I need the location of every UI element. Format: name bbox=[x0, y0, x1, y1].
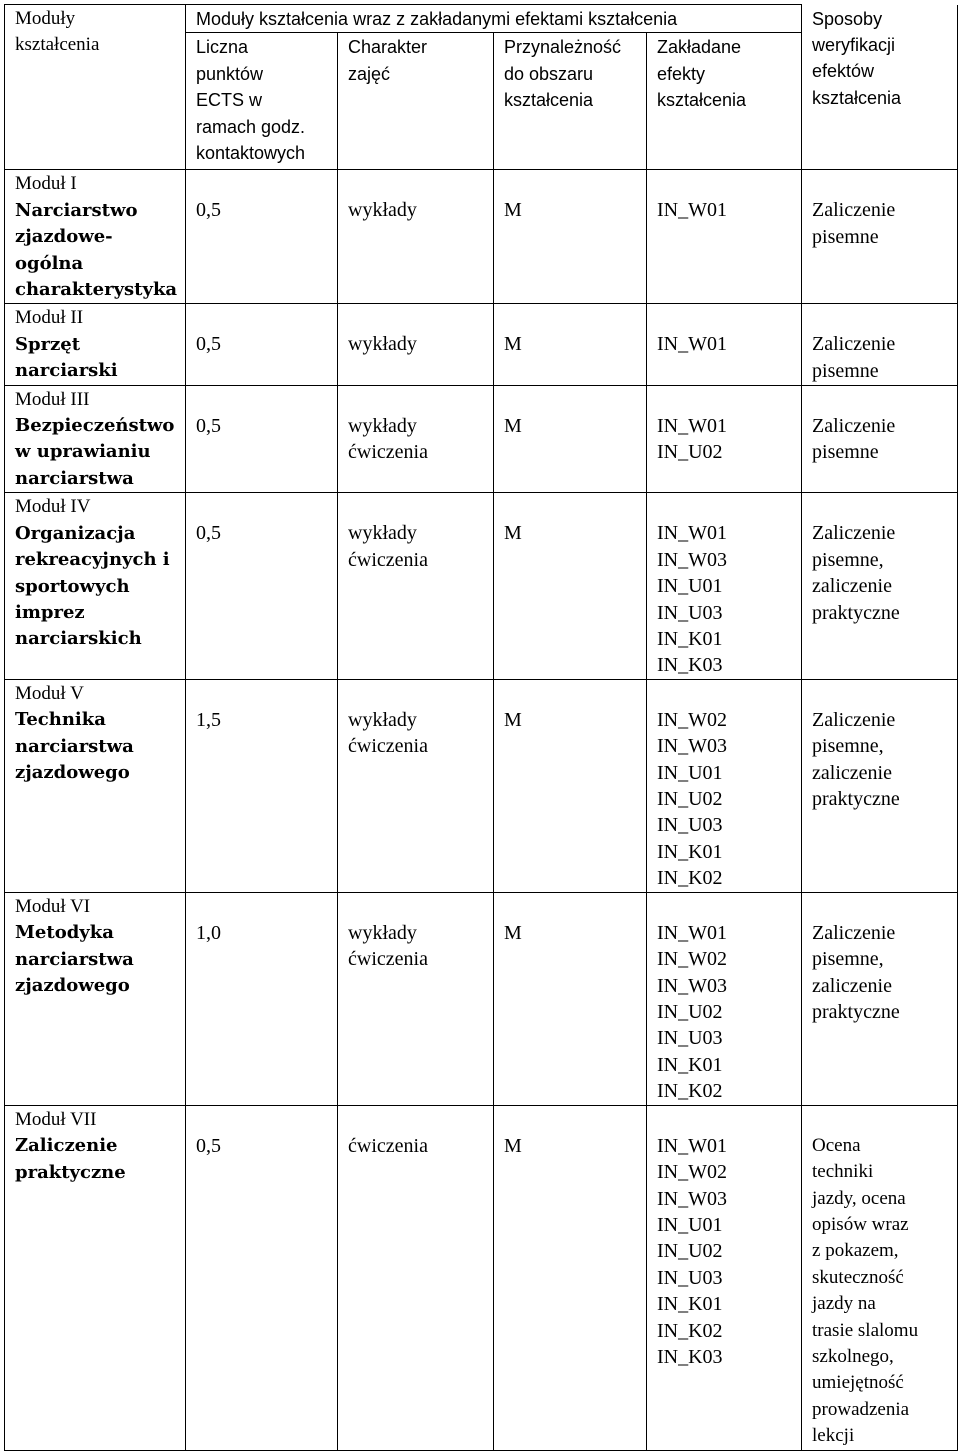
verification-line: praktyczne bbox=[812, 787, 900, 810]
verification-line: zaliczenie bbox=[812, 575, 892, 598]
verification-cell bbox=[802, 679, 958, 892]
effect-code: IN_U02 bbox=[657, 1000, 723, 1023]
module-name: Moduł V bbox=[15, 682, 84, 704]
area-cell bbox=[494, 385, 647, 493]
ects-cell bbox=[186, 304, 338, 385]
verification-line: praktyczne bbox=[812, 1000, 900, 1023]
header-area-line: do obszaru bbox=[504, 63, 594, 84]
type-value: ćwiczenia bbox=[348, 735, 428, 758]
area-value: M bbox=[504, 708, 522, 731]
area-cell bbox=[494, 304, 647, 385]
header-verification-line: efektów bbox=[812, 61, 875, 82]
module-title: Metodyka bbox=[15, 922, 114, 944]
type-cell bbox=[338, 170, 494, 304]
module-name: Moduł VII bbox=[15, 1108, 97, 1130]
module-cell bbox=[5, 170, 186, 304]
header-ects-line: ramach godz. bbox=[196, 116, 306, 137]
ects-value: 0,5 bbox=[196, 1134, 221, 1157]
area-cell bbox=[494, 892, 647, 1105]
effects-cell bbox=[647, 892, 802, 1105]
module-title: narciarskich bbox=[15, 628, 142, 650]
header-verification-line: Sposoby bbox=[812, 8, 883, 29]
header-effects-line: efekty bbox=[657, 63, 706, 84]
table-row bbox=[5, 892, 958, 1105]
header-top-title bbox=[186, 5, 802, 33]
verification-line: zaliczenie bbox=[812, 761, 892, 784]
type-cell bbox=[338, 304, 494, 385]
module-title: imprez bbox=[15, 601, 85, 623]
module-title: charakterystyka bbox=[15, 279, 178, 301]
ects-value: 0,5 bbox=[196, 522, 221, 545]
table-row bbox=[5, 170, 958, 304]
header-ects-line: Liczna bbox=[196, 37, 249, 58]
type-value: wykłady bbox=[348, 199, 417, 222]
verification-cell bbox=[802, 385, 958, 493]
verification-line: pisemne, bbox=[812, 548, 884, 571]
header-effects-line: Zakładane bbox=[657, 37, 742, 58]
module-title: w uprawianiu bbox=[15, 441, 151, 463]
type-value: wykłady bbox=[348, 708, 417, 731]
ects-cell bbox=[186, 170, 338, 304]
type-value: ćwiczenia bbox=[348, 1134, 428, 1157]
verification-line: Zaliczenie bbox=[812, 522, 896, 545]
effect-code: IN_W01 bbox=[657, 921, 727, 944]
verification-cell bbox=[802, 170, 958, 304]
area-value: M bbox=[504, 333, 522, 356]
verification-line: Ocena bbox=[812, 1134, 861, 1156]
module-title: Technika bbox=[15, 709, 106, 731]
header-ects-line: punktów bbox=[196, 63, 264, 84]
effect-code: IN_K01 bbox=[657, 1053, 723, 1076]
effect-code: IN_K03 bbox=[657, 1345, 723, 1368]
effects-cell bbox=[647, 679, 802, 892]
effect-code: IN_W01 bbox=[657, 333, 727, 356]
effect-code: IN_K02 bbox=[657, 867, 723, 890]
area-cell bbox=[494, 679, 647, 892]
module-title: narciarstwa bbox=[15, 467, 134, 489]
table-row bbox=[5, 1105, 958, 1450]
header-area-line: kształcenia bbox=[504, 90, 594, 111]
verification-line: Zaliczenie bbox=[812, 708, 896, 731]
header-ects-line: ECTS w bbox=[196, 90, 263, 111]
module-title: Organizacja bbox=[15, 522, 136, 544]
module-name: Moduł II bbox=[15, 307, 84, 329]
verification-line: prowadzenia bbox=[812, 1398, 910, 1420]
type-cell bbox=[338, 385, 494, 493]
verification-line: Zaliczenie bbox=[812, 921, 896, 944]
ects-cell bbox=[186, 385, 338, 493]
type-value: ćwiczenia bbox=[348, 548, 428, 571]
header-verification-line: weryfikacji bbox=[812, 34, 896, 55]
type-value: ćwiczenia bbox=[348, 441, 428, 464]
module-cell bbox=[5, 385, 186, 493]
verification-line: z pokazem, bbox=[812, 1240, 899, 1262]
effect-code: IN_W01 bbox=[657, 1134, 727, 1157]
module-cell bbox=[5, 1105, 186, 1450]
header-verification-cell bbox=[802, 5, 958, 170]
header-modules-line: kształcenia bbox=[15, 34, 100, 56]
verification-line: Zaliczenie bbox=[812, 199, 896, 222]
type-cell bbox=[338, 493, 494, 679]
effect-code: IN_W01 bbox=[657, 522, 727, 545]
header-effects-cell bbox=[647, 33, 802, 170]
module-name: Moduł III bbox=[15, 388, 90, 410]
verification-line: umiejętność bbox=[812, 1372, 904, 1394]
module-title: narciarski bbox=[15, 360, 118, 382]
verification-cell bbox=[802, 1105, 958, 1450]
effect-code: IN_W01 bbox=[657, 199, 727, 222]
verification-line: jazdy na bbox=[812, 1293, 876, 1315]
header-verification-line: kształcenia bbox=[812, 87, 902, 108]
verification-line: zaliczenie bbox=[812, 974, 892, 997]
verification-line: pisemne bbox=[812, 225, 879, 248]
header-type-cell bbox=[338, 33, 494, 170]
verification-cell bbox=[802, 304, 958, 385]
module-name: Moduł I bbox=[15, 173, 77, 195]
module-title: zjazdowego bbox=[15, 761, 130, 783]
effect-code: IN_K02 bbox=[657, 1080, 723, 1103]
effect-code: IN_K01 bbox=[657, 840, 723, 863]
ects-value: 0,5 bbox=[196, 333, 221, 356]
effect-code: IN_K01 bbox=[657, 1293, 723, 1316]
module-cell bbox=[5, 892, 186, 1105]
ects-value: 1,0 bbox=[196, 921, 221, 944]
type-cell bbox=[338, 679, 494, 892]
type-value: wykłady bbox=[348, 522, 417, 545]
area-cell bbox=[494, 1105, 647, 1450]
area-cell bbox=[494, 170, 647, 304]
effect-code: IN_W03 bbox=[657, 1187, 727, 1210]
header-row-title bbox=[5, 5, 958, 33]
module-title: zjazdowe- bbox=[15, 226, 113, 248]
area-value: M bbox=[504, 522, 522, 545]
table-row bbox=[5, 679, 958, 892]
area-value: M bbox=[504, 414, 522, 437]
effect-code: IN_K02 bbox=[657, 1319, 723, 1342]
module-title: narciarstwa bbox=[15, 948, 134, 970]
header-type-line: Charakter bbox=[348, 37, 428, 58]
module-cell bbox=[5, 493, 186, 679]
module-title: Zaliczenie bbox=[15, 1135, 118, 1157]
effect-code: IN_K03 bbox=[657, 654, 723, 677]
effect-code: IN_W01 bbox=[657, 414, 727, 437]
effect-code: IN_U03 bbox=[657, 1027, 723, 1050]
effects-cell bbox=[647, 1105, 802, 1450]
effects-cell bbox=[647, 304, 802, 385]
verification-line: pisemne bbox=[812, 441, 879, 464]
area-value: M bbox=[504, 1134, 522, 1157]
area-value: M bbox=[504, 921, 522, 944]
effects-cell bbox=[647, 385, 802, 493]
module-cell bbox=[5, 679, 186, 892]
module-title: rekreacyjnych i bbox=[15, 549, 170, 571]
modules-table bbox=[4, 4, 958, 1451]
verification-line: praktyczne bbox=[812, 601, 900, 624]
type-value: wykłady bbox=[348, 333, 417, 356]
ects-cell bbox=[186, 892, 338, 1105]
effects-cell bbox=[647, 170, 802, 304]
type-cell bbox=[338, 1105, 494, 1450]
effect-code: IN_U01 bbox=[657, 761, 723, 784]
type-value: wykłady bbox=[348, 921, 417, 944]
effect-code: IN_U01 bbox=[657, 1213, 723, 1236]
verification-cell bbox=[802, 892, 958, 1105]
verification-line: Zaliczenie bbox=[812, 333, 896, 356]
verification-line: lekcji bbox=[812, 1425, 855, 1447]
ects-cell bbox=[186, 493, 338, 679]
ects-cell bbox=[186, 679, 338, 892]
effect-code: IN_W02 bbox=[657, 948, 727, 971]
effect-code: IN_U01 bbox=[657, 575, 723, 598]
module-title: zjazdowego bbox=[15, 974, 130, 996]
verification-line: pisemne, bbox=[812, 948, 884, 971]
type-cell bbox=[338, 892, 494, 1105]
verification-cell bbox=[802, 493, 958, 679]
area-value: M bbox=[504, 199, 522, 222]
table-row bbox=[5, 304, 958, 385]
module-title: Narciarstwo bbox=[15, 199, 138, 221]
area-cell bbox=[494, 493, 647, 679]
verification-line: skuteczność bbox=[812, 1266, 904, 1288]
module-cell bbox=[5, 304, 186, 385]
verification-line: trasie slalomu bbox=[812, 1319, 919, 1341]
effect-code: IN_W03 bbox=[657, 735, 727, 758]
header-area-cell bbox=[494, 33, 647, 170]
ects-value: 0,5 bbox=[196, 199, 221, 222]
module-title: praktyczne bbox=[15, 1161, 126, 1183]
header-modules-cell bbox=[5, 5, 186, 170]
table-row bbox=[5, 493, 958, 679]
ects-value: 1,5 bbox=[196, 708, 221, 731]
module-title: ogólna bbox=[15, 252, 84, 274]
effect-code: IN_U02 bbox=[657, 1240, 723, 1263]
verification-line: pisemne, bbox=[812, 735, 884, 758]
effect-code: IN_W03 bbox=[657, 974, 727, 997]
header-type-line: zajęć bbox=[348, 63, 391, 84]
header-top-title-text: Moduły kształcenia wraz z zakładanymi efektami kształcenia bbox=[196, 9, 678, 29]
header-area-line: Przynależność bbox=[504, 37, 622, 58]
effect-code: IN_W02 bbox=[657, 1161, 727, 1184]
type-value: wykłady bbox=[348, 414, 417, 437]
module-title: narciarstwa bbox=[15, 735, 134, 757]
module-title: Bezpieczeństwo bbox=[15, 415, 175, 437]
verification-line: Zaliczenie bbox=[812, 414, 896, 437]
verification-line: opisów wraz bbox=[812, 1213, 909, 1235]
ects-cell bbox=[186, 1105, 338, 1450]
header-ects-cell bbox=[186, 33, 338, 170]
module-title: sportowych bbox=[15, 575, 130, 597]
module-name: Moduł IV bbox=[15, 496, 91, 518]
effects-cell bbox=[647, 493, 802, 679]
effect-code: IN_U02 bbox=[657, 787, 723, 810]
effect-code: IN_W03 bbox=[657, 548, 727, 571]
verification-line: pisemne bbox=[812, 359, 879, 382]
ects-value: 0,5 bbox=[196, 414, 221, 437]
header-ects-line: kontaktowych bbox=[196, 143, 306, 164]
effect-code: IN_U02 bbox=[657, 441, 723, 464]
effect-code: IN_W02 bbox=[657, 708, 727, 731]
module-title: Sprzęt bbox=[15, 333, 81, 355]
type-value: ćwiczenia bbox=[348, 948, 428, 971]
effect-code: IN_U03 bbox=[657, 1266, 723, 1289]
header-effects-line: kształcenia bbox=[657, 90, 747, 111]
verification-line: szkolnego, bbox=[812, 1345, 894, 1367]
effect-code: IN_U03 bbox=[657, 601, 723, 624]
header-modules-line: Moduły bbox=[15, 8, 76, 29]
effect-code: IN_K01 bbox=[657, 627, 723, 650]
effect-code: IN_U03 bbox=[657, 814, 723, 837]
module-name: Moduł VI bbox=[15, 895, 91, 917]
table-row bbox=[5, 385, 958, 493]
verification-line: techniki bbox=[812, 1161, 874, 1183]
verification-line: jazdy, ocena bbox=[812, 1187, 906, 1209]
